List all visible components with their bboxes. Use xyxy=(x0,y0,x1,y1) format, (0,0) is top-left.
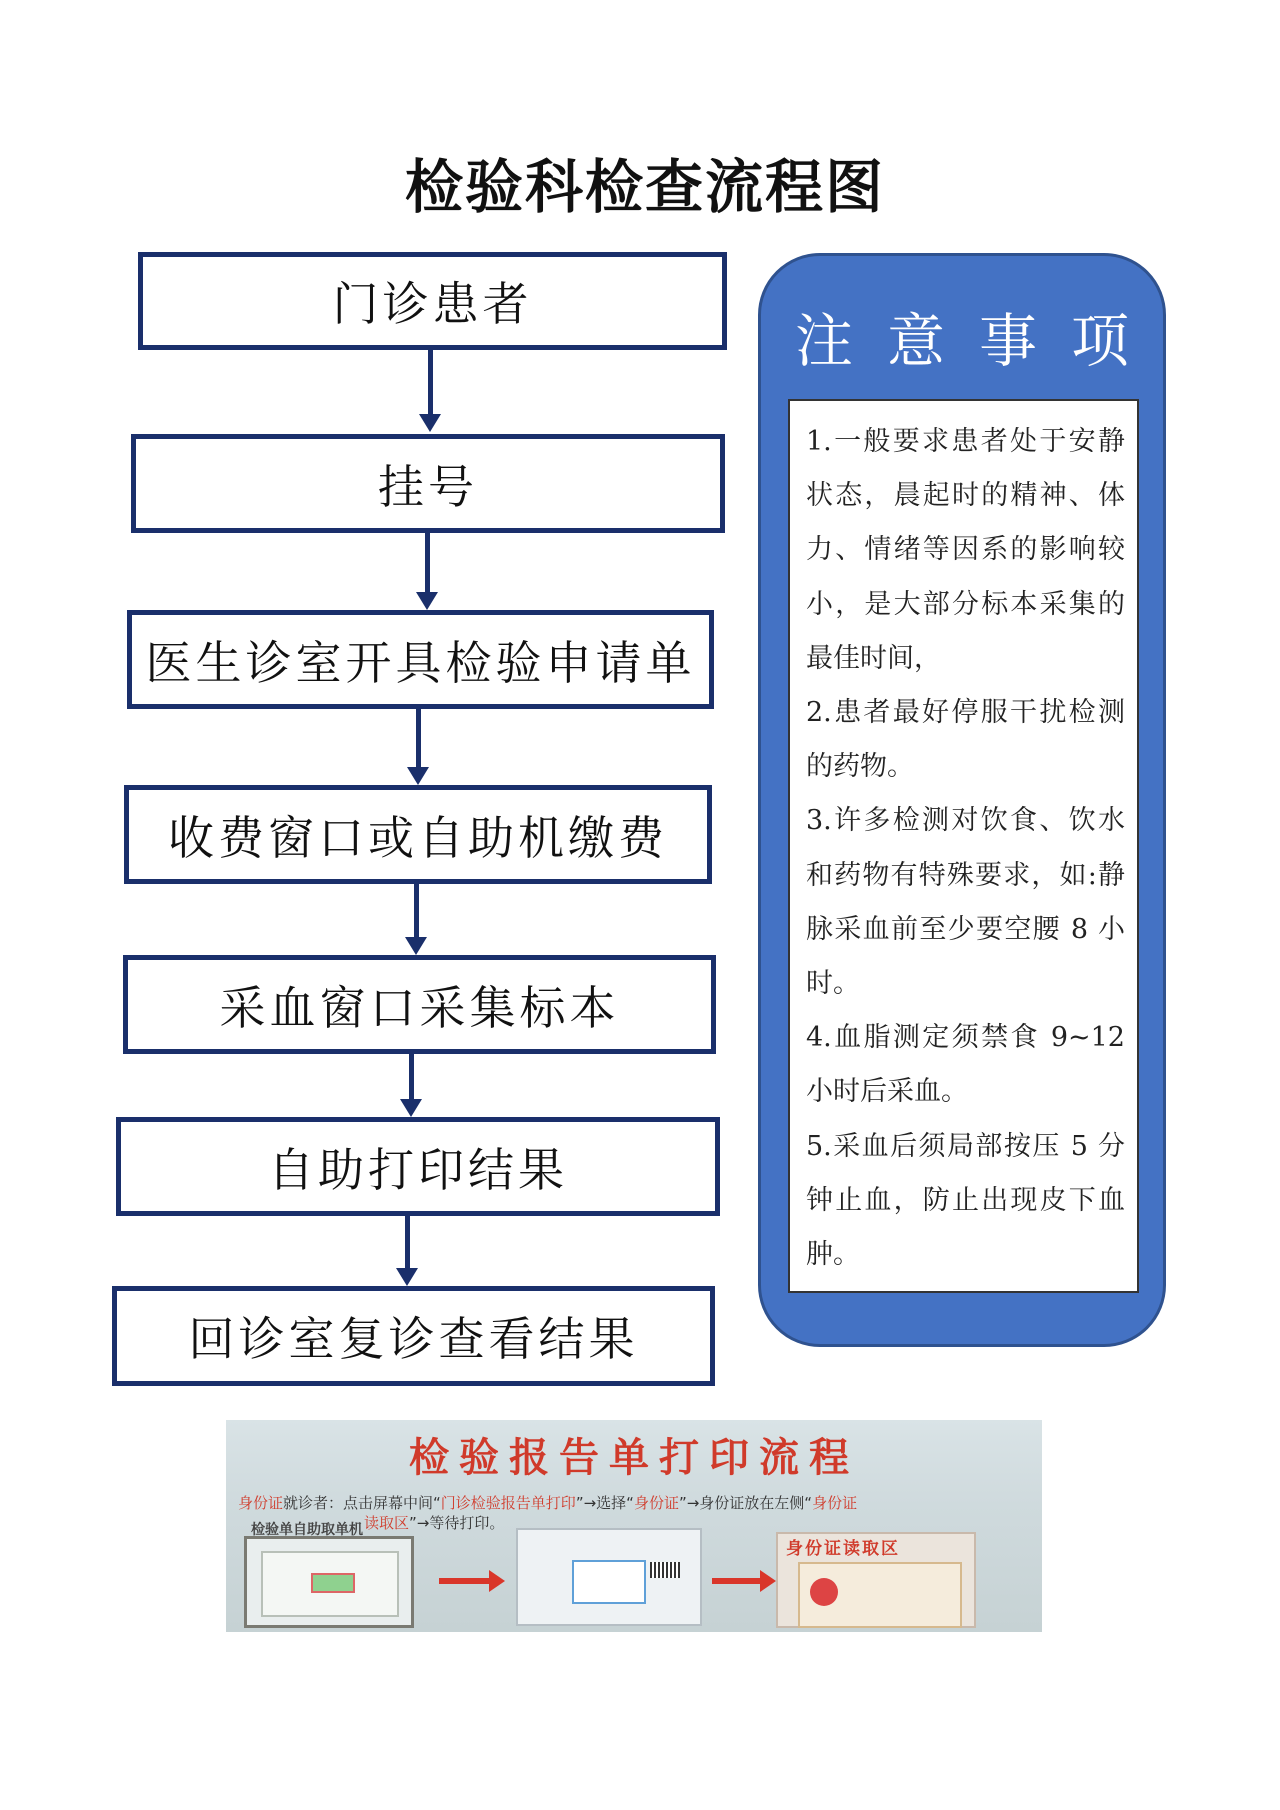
flow-step-payment: 收费窗口或自助机缴费 xyxy=(124,785,712,884)
emblem-icon xyxy=(810,1578,838,1606)
id-card-image xyxy=(798,1562,962,1628)
notice-item: 5.采血后须局部按压 5 分钟止血，防止出现皮下血肿。 xyxy=(806,1130,1125,1271)
flow-step-print-result: 自助打印结果 xyxy=(116,1117,720,1216)
notice-item: 1.一般要求患者处于安静状态，晨起时的精神、体力、情绪等因系的影响较小，是大部分标本采集的最佳时间， xyxy=(806,426,1125,674)
kiosk-screen-image xyxy=(244,1522,414,1628)
notice-list xyxy=(788,399,1139,1293)
notice-item: 2.患者最好停服干扰检测的药物。 xyxy=(806,697,1125,783)
page-title: 检验科检查流程图 xyxy=(404,153,885,221)
report-print-guide-photo xyxy=(226,1420,1042,1632)
id-reader-image xyxy=(776,1532,976,1628)
notice-panel xyxy=(758,253,1166,1347)
red-arrow-icon xyxy=(439,1578,491,1584)
print-guide-title: 检验报告单打印流程 xyxy=(409,1435,859,1481)
flow-step-registration: 挂号 xyxy=(131,434,725,533)
notice-item: 3.许多检测对饮食、饮水和药物有特殊要求，如:静脉采血前至少要空腰 8 小时。 xyxy=(806,805,1125,1000)
flow-step-blood-draw: 采血窗口采集标本 xyxy=(123,955,716,1054)
id-reader-label: 身份证读取区 xyxy=(786,1539,900,1559)
flow-step-return-review: 回诊室复诊查看结果 xyxy=(112,1286,715,1386)
red-arrow-icon xyxy=(712,1578,762,1584)
print-guide-instruction-line2: 读取区”→等待打印。 xyxy=(364,1514,505,1532)
flow-step-outpatient: 门诊患者 xyxy=(138,252,727,350)
notice-title: 注意事项 xyxy=(795,307,1164,375)
barcode-icon xyxy=(650,1562,680,1578)
flow-step-doctor-order: 医生诊室开具检验申请单 xyxy=(127,610,714,709)
print-guide-instruction: 身份证就诊者：点击屏幕中间“门诊检验报告单打印”→选择“身份证”→身份证放在左侧“身份证 xyxy=(238,1494,858,1512)
notice-item: 4.血脂测定须禁食 9~12 小时后采血。 xyxy=(806,1022,1125,1108)
kiosk-label: 检验单自助取单机 xyxy=(251,1522,363,1538)
selection-screen-image xyxy=(516,1528,702,1626)
